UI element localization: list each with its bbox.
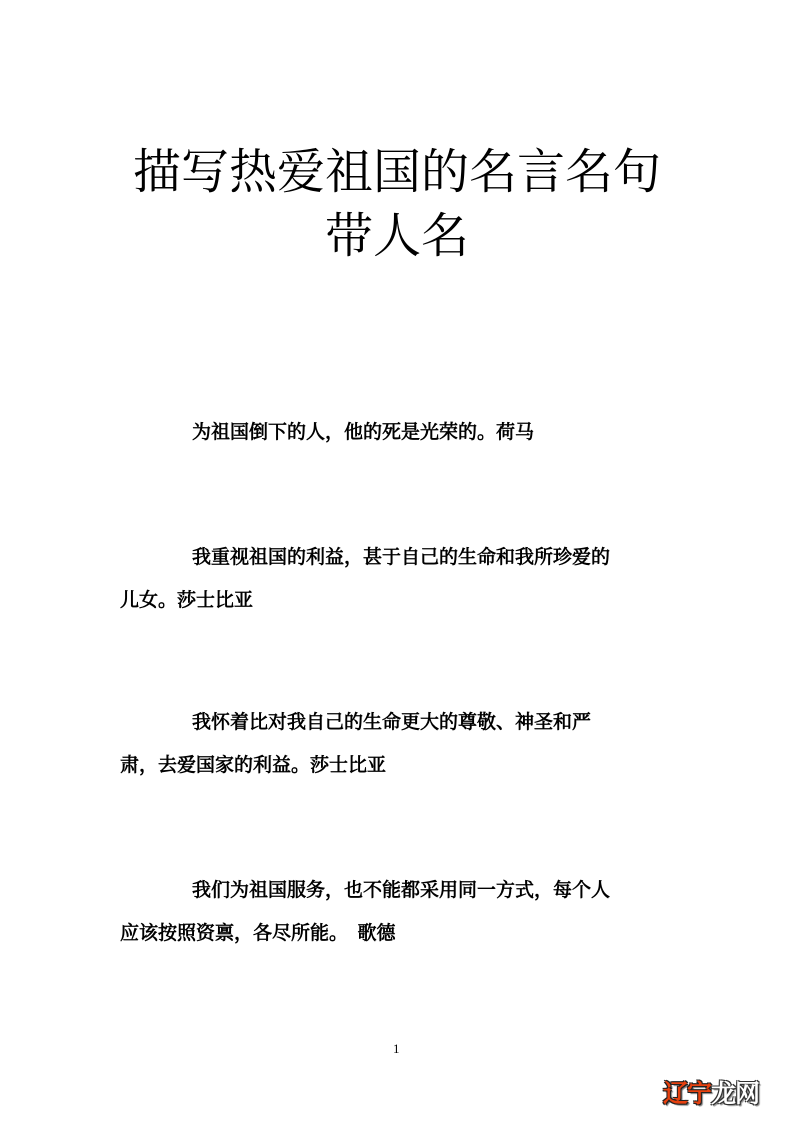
quote-line: 为祖国倒下的人，他的死是光荣的。荷马 bbox=[192, 421, 535, 443]
quote-paragraph-3 bbox=[120, 701, 665, 787]
document-title-line-2: 带人名 bbox=[324, 208, 469, 264]
watermark-red-text: 辽宁 bbox=[663, 1079, 712, 1108]
page-number: 1 bbox=[393, 1041, 400, 1056]
site-watermark-logo bbox=[663, 1074, 759, 1106]
quote-line: 我重视祖国的利益，甚于自己的生命和我所珍爱的 bbox=[192, 546, 611, 568]
quote-line: 我们为祖国服务，也不能都采用同一方式，每个人 bbox=[192, 879, 611, 901]
quote-paragraph-1 bbox=[120, 411, 665, 454]
quote-line: 应该按照资禀，各尽所能。 歌德 bbox=[120, 922, 396, 944]
quote-paragraph-4 bbox=[120, 869, 665, 955]
quote-paragraph-2 bbox=[120, 536, 665, 622]
quote-line: 肃，去爱国家的利益。莎士比亚 bbox=[120, 754, 387, 776]
quote-line: 我怀着比对我自己的生命更大的尊敬、神圣和严 bbox=[192, 711, 592, 733]
watermark-white-text: 龙网 bbox=[711, 1079, 760, 1108]
quote-line: 儿女。莎士比亚 bbox=[120, 589, 254, 611]
document-title-line-1: 描写热爱祖国的名言名句 bbox=[132, 144, 661, 200]
